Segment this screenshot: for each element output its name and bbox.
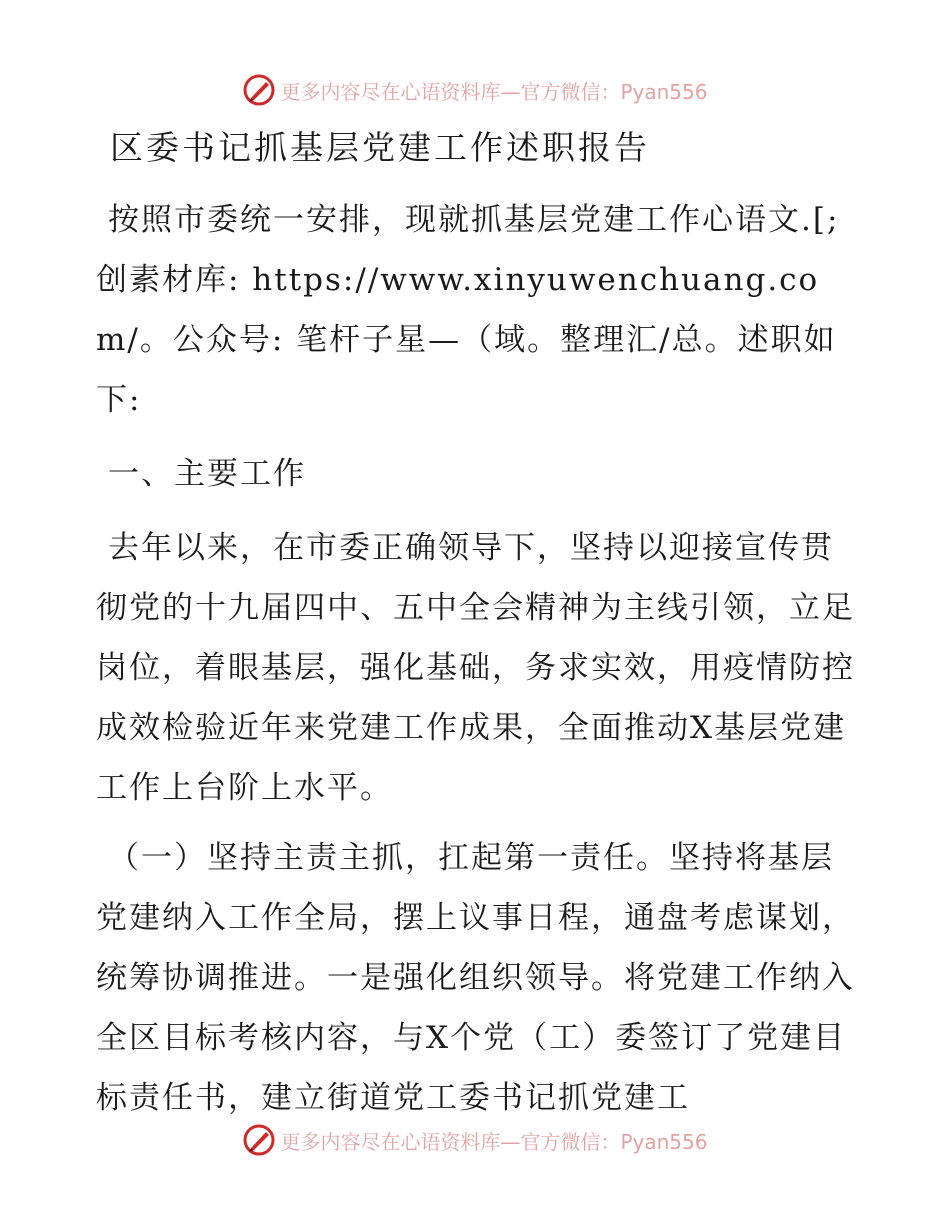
quill-logo-icon xyxy=(242,1123,276,1157)
body-paragraph-2: （一）坚持主责主抓，扛起第一责任。坚持将基层党建纳入工作全局，摆上议事日程，通盘考虑谋划，统筹协调推进。一是强化组织领导。将党建工作纳入全区目标考核内容，与X个党（工）委签订了党建目标责任书，建立街道党工委书记抓党建工 xyxy=(96,840,855,1116)
document-title: 区委书记抓基层党建工作述职报告 xyxy=(110,128,650,167)
document-page xyxy=(96,118,856,1128)
section-heading: 一、主要工作 xyxy=(108,456,306,492)
quill-logo-icon xyxy=(242,73,276,107)
body-paragraph-1: 去年以来，在市委正确领导下，坚持以迎接宣传贯彻党的十九届四中、五中全会精神为主线引领，立足岗位，着眼基层，强化基础，务求实效，用疫情防控成效检验近年来党建工作成果，全面推动X基层党建工作上台阶上水平。 xyxy=(96,530,855,806)
intro-paragraph: 按照市委统一安排，现就抓基层党建工作心语文.[;创素材库: https://www.xinyuwenchuang.com/。公众号: 笔杆子星—（域。整理汇/总。述职如下: xyxy=(96,202,840,418)
watermark-text: 更多内容尽在心语资料库—官方微信：Pyan556 xyxy=(280,79,708,104)
watermark-banner-top xyxy=(0,70,950,110)
watermark-banner-bottom xyxy=(0,1120,950,1160)
watermark-text: 更多内容尽在心语资料库—官方微信：Pyan556 xyxy=(280,1129,708,1154)
